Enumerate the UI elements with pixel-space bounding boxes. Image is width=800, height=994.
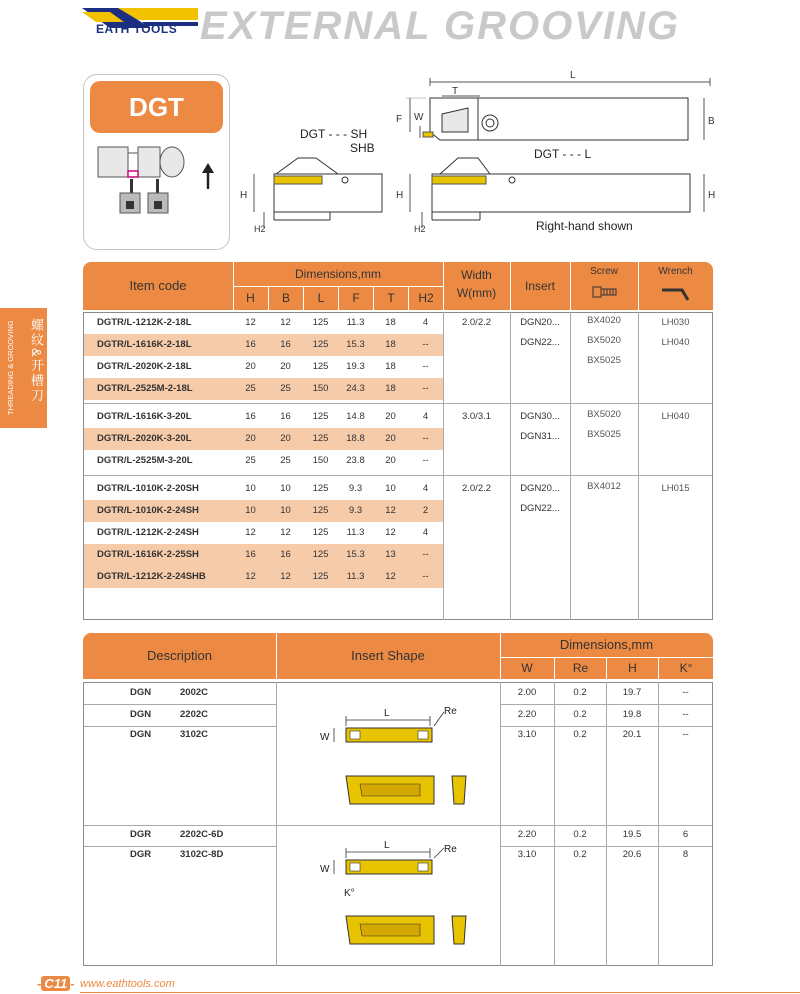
table1-item-code[interactable]: DGTR/L-1212K-2-18L (97, 317, 192, 328)
table2-dim-value: 19.5 (622, 829, 642, 840)
table2-insert-code[interactable]: 2002C (180, 687, 208, 698)
table1-dim-value: 12 (245, 317, 256, 328)
table1-header-insert: Insert (524, 279, 555, 293)
table1-dim-value: 20 (280, 433, 291, 444)
table1-item-code[interactable]: DGTR/L-1010K-2-20SH (97, 483, 199, 494)
table1-dim-value: 125 (312, 549, 329, 560)
table1-dim-value: -- (422, 455, 429, 466)
table1-dim-header: H (246, 291, 255, 305)
table2-insert-code[interactable]: 3102C-8D (180, 849, 224, 860)
table1-item-code[interactable]: DGTR/L-2525M-3-20L (97, 455, 193, 466)
table1-group-divider (84, 403, 712, 404)
table1-item-code[interactable]: DGTR/L-1010K-2-24SH (97, 505, 199, 516)
table2-insert-code[interactable]: 2202C (180, 709, 208, 720)
table1-insert-value: DGN30... (520, 411, 560, 422)
footer-rule (80, 992, 800, 993)
table1-dim-value: 12 (385, 505, 396, 516)
table1-dim-value: 10 (245, 483, 256, 494)
table2-series: DGN (130, 729, 152, 740)
table2-dim-header: H (606, 657, 658, 679)
table2-dim-header: W (521, 661, 533, 675)
table1-dim-value: 10 (385, 483, 396, 494)
tool-technical-drawing (230, 68, 800, 243)
table2-dim-value: 3.10 (517, 849, 537, 860)
table2-dim-value: -- (682, 709, 689, 720)
table1-dim-value: -- (422, 549, 429, 560)
table2-insert-code[interactable]: 3102C (180, 729, 208, 740)
table1-dim-header: F (338, 286, 373, 310)
table1-dim-value: 10 (280, 483, 291, 494)
table1-dim-value: 4 (422, 411, 429, 422)
table1-dim-value: 16 (245, 339, 256, 350)
table1-dim-value: 11.3 (346, 571, 365, 582)
label-dgt-sh: DGT - - - SH (300, 127, 368, 141)
table2-dim-value: 8 (682, 849, 689, 860)
table1-dim-value: 125 (312, 527, 329, 538)
table1-screw-value: BX5020 (587, 335, 621, 346)
holder-sh-side-view (254, 158, 382, 228)
table2-series: DGR (130, 829, 152, 840)
table2-dim-header: K° (658, 657, 713, 679)
table1-item-code[interactable]: DGTR/L-1616K-2-25SH (97, 549, 199, 560)
table2-col-divider (500, 682, 501, 966)
table1-dim-value: 20 (385, 433, 396, 444)
workpiece-illustration (92, 139, 222, 247)
table2-col-divider (554, 682, 555, 966)
table1-item-code[interactable]: DGTR/L-1212K-2-24SHB (97, 571, 206, 582)
table1-dim-value: 4 (422, 317, 429, 328)
table1-dim-value: 20 (385, 411, 396, 422)
wrench-icon (660, 284, 692, 302)
side-tab-chinese: 螺纹&开槽刀 (29, 318, 44, 404)
dgr-label-re: Re (444, 844, 457, 855)
website-link[interactable]: www.eathtools.com (80, 978, 175, 990)
table1-dim-header: L (303, 286, 338, 310)
table1-item-code[interactable]: DGTR/L-2020K-2-18L (97, 361, 192, 372)
table1-screw-value: BX4020 (587, 315, 621, 326)
table1-dim-value: 18 (385, 317, 396, 328)
dgn-label-w: W (320, 732, 330, 743)
dim-label-w: W (414, 112, 424, 123)
table1-dim-value: 12 (280, 317, 291, 328)
table2-series: DGN (130, 687, 152, 698)
table2-header-description: Description (146, 648, 213, 663)
page-title: EXTERNAL GROOVING (200, 4, 680, 48)
table1-header-wrench: Wrench (658, 266, 693, 277)
table1-dim-value: 10 (245, 505, 256, 516)
table1-dim-value: 16 (245, 549, 256, 560)
table1-dim-value: 12 (385, 571, 396, 582)
feed-direction-arrow-icon (202, 163, 214, 189)
tool-holder-front-icon (120, 179, 168, 213)
table1-dim-value: 25 (280, 455, 291, 466)
table2-dim-value: 0.2 (573, 709, 587, 720)
table1-dim-value: 12 (385, 527, 396, 538)
table1-group-divider (84, 475, 712, 476)
table2-row-divider (84, 726, 276, 727)
table1-wrench-value: LH040 (661, 411, 690, 422)
table1-dim-value: 25 (245, 383, 256, 394)
side-tab-english: THREADING & GROOVING (6, 320, 15, 416)
table1-width-value: 3.0/3.1 (461, 411, 492, 422)
table2-dim-value: 20.1 (622, 729, 642, 740)
table1-dim-value: 20 (245, 433, 256, 444)
dim-label-b: B (708, 116, 715, 127)
brand-name: EATH TOOLS (96, 22, 178, 36)
table1-dim-value: 9.3 (348, 483, 363, 494)
table1-insert-value: DGN22... (520, 503, 560, 514)
table1-dim-value: 10 (280, 505, 291, 516)
table1-dim-value: 13 (385, 549, 396, 560)
dim-label-t: T (452, 86, 459, 97)
table1-dim-value: 125 (312, 433, 329, 444)
table2-row-divider (84, 704, 276, 705)
table1-header-width-unit: W(mm) (456, 286, 497, 300)
table2-dim-value: 19.7 (622, 687, 642, 698)
dim-label-h-sh: H (240, 190, 248, 201)
table1-insert-value: DGN31... (520, 431, 560, 442)
table1-dim-value: 14.8 (346, 411, 365, 422)
table1-screw-value: BX5025 (587, 355, 621, 366)
insert-shape-drawings (300, 700, 500, 960)
table1-dim-value: 150 (312, 455, 329, 466)
table1-col-divider (570, 312, 571, 620)
table1-col-divider (443, 312, 444, 620)
holder-l-side-view (410, 158, 704, 228)
table1-dim-value: 150 (312, 383, 329, 394)
dgn-label-re: Re (444, 706, 457, 717)
table1-dim-value: 15.3 (346, 339, 365, 350)
table1-dim-value: 2 (422, 505, 429, 516)
table1-dim-value: -- (422, 339, 429, 350)
table1-dim-value: 16 (280, 339, 291, 350)
table1-dim-value: 11.3 (346, 317, 365, 328)
table1-screw-value: BX4012 (587, 481, 621, 492)
table1-item-code[interactable]: DGTR/L-1616K-3-20L (97, 411, 192, 422)
right-hand-note: Right-hand shown (536, 219, 633, 233)
table1-dim-value: 20 (245, 361, 256, 372)
table1-dim-value: -- (422, 571, 429, 582)
table1-item-code[interactable]: DGTR/L-1212K-2-24SH (97, 527, 199, 538)
dim-label-f: F (396, 114, 403, 125)
table2-col-divider (606, 682, 607, 966)
dgr-label-w: W (320, 864, 330, 875)
table2-dim-value: 19.8 (622, 709, 642, 720)
table1-header-dimensions: Dimensions,mm (294, 267, 381, 281)
table2-dim-value: 20.6 (622, 849, 642, 860)
workpiece-shaft-icon (98, 147, 184, 177)
table1-dim-value: -- (422, 383, 429, 394)
table1-dim-value: 19.3 (346, 361, 365, 372)
table2-dim-value: 0.2 (573, 729, 587, 740)
table2-insert-code[interactable]: 2202C-6D (180, 829, 224, 840)
table1-dim-value: 9.3 (348, 505, 363, 516)
table2-group-divider (84, 825, 712, 826)
table1-dim-value: 11.3 (346, 527, 365, 538)
table2-dim-value: 0.2 (573, 849, 587, 860)
dgn-label-l: L (384, 708, 390, 719)
table1-col-divider (510, 312, 511, 620)
table1-dim-value: 16 (245, 411, 256, 422)
table1-dim-value: 4 (422, 527, 429, 538)
table1-dim-value: 12 (245, 571, 256, 582)
table2-dim-value: 6 (682, 829, 689, 840)
table1-dim-value: 125 (312, 571, 329, 582)
page-number-value: C11 (41, 976, 70, 991)
table1-dim-value: 125 (312, 411, 329, 422)
table1-dim-value: 18.8 (346, 433, 365, 444)
table1-wrench-value: LH015 (661, 483, 690, 494)
table2-dim-value: 2.00 (517, 687, 537, 698)
table1-header-screw: Screw (590, 266, 618, 277)
table2-series: DGR (130, 849, 152, 860)
table1-dim-value: 125 (312, 483, 329, 494)
table2-dim-value: 0.2 (573, 687, 587, 698)
table1-dim-value: 18 (385, 339, 396, 350)
table1-dim-value: 16 (280, 411, 291, 422)
table1-wrench-value: LH040 (661, 337, 690, 348)
table1-dim-value: 12 (280, 571, 291, 582)
table1-dim-header: T (373, 286, 408, 310)
table1-dim-header: B (268, 286, 303, 310)
dgr-label-k: K° (344, 888, 355, 899)
table1-dim-value: 125 (312, 317, 329, 328)
table1-dim-value: 16 (280, 549, 291, 560)
table1-dim-header: H2 (408, 286, 443, 310)
table1-dim-value: 4 (422, 483, 429, 494)
table1-col-divider (638, 312, 639, 620)
table2-dim-header: Re (554, 657, 606, 679)
dim-label-h-l: H (396, 190, 404, 201)
table1-wrench-value: LH030 (661, 317, 690, 328)
dim-label-l: L (570, 70, 576, 81)
table1-dim-value: 25 (245, 455, 256, 466)
table1-header-width: Width (461, 268, 492, 282)
table1-dim-value: 18 (385, 361, 396, 372)
table2-col-divider (276, 682, 277, 966)
table2-dim-value: -- (682, 687, 689, 698)
table1-screw-value: BX5025 (587, 429, 621, 440)
table1-dim-value: 125 (312, 505, 329, 516)
table1-width-value: 2.0/2.2 (461, 317, 492, 328)
table1-dim-value: 25 (280, 383, 291, 394)
table1-item-code[interactable]: DGTR/L-2525M-2-18L (97, 383, 193, 394)
label-dgt-shb: SHB (350, 141, 375, 155)
table1-item-code[interactable]: DGTR/L-1616K-2-18L (97, 339, 192, 350)
dim-label-h2-sh: H2 (254, 224, 266, 234)
label-dgt-l: DGT - - - L (534, 147, 592, 161)
table1-dim-value: 20 (385, 455, 396, 466)
table1-dim-value: 23.8 (346, 455, 365, 466)
table1-dim-value: 125 (312, 361, 329, 372)
table1-screw-value: BX5020 (587, 409, 621, 420)
table1-dim-value: -- (422, 361, 429, 372)
table1-dim-value: 15.3 (346, 549, 365, 560)
table2-series: DGN (130, 709, 152, 720)
table2-header-dimensions: Dimensions,mm (559, 637, 654, 652)
dgr-label-l: L (384, 840, 390, 851)
table2-dim-value: 0.2 (573, 829, 587, 840)
table1-header-item-code: Item code (129, 278, 187, 293)
table2-dim-value: 2.20 (517, 709, 537, 720)
table2-dim-value: -- (682, 729, 689, 740)
page-number: - C11 - (37, 976, 75, 991)
table1-dim-value: 24.3 (346, 383, 365, 394)
table2-col-divider (658, 682, 659, 966)
table2-row-divider (84, 846, 276, 847)
table1-dim-value: 18 (385, 383, 396, 394)
table1-dim-value: 20 (280, 361, 291, 372)
section-side-tab[interactable] (0, 308, 47, 428)
table2-dim-value: 3.10 (517, 729, 537, 740)
table1-insert-value: DGN20... (520, 317, 560, 328)
table1-insert-value: DGN22... (520, 337, 560, 348)
table1-dim-value: 125 (312, 339, 329, 350)
tool-series-card (83, 74, 230, 250)
table1-dim-value: -- (422, 433, 429, 444)
tool-series-title: DGT (90, 81, 223, 133)
table1-dim-value: 12 (245, 527, 256, 538)
table1-insert-value: DGN20... (520, 483, 560, 494)
dim-label-h-right: H (708, 190, 716, 201)
table1-item-code[interactable]: DGTR/L-2020K-3-20L (97, 433, 192, 444)
table1-width-value: 2.0/2.2 (461, 483, 492, 494)
table2-dim-value: 2.20 (517, 829, 537, 840)
screw-icon (592, 284, 618, 300)
dim-label-h2-l: H2 (414, 224, 426, 234)
table2-header-insert-shape: Insert Shape (351, 648, 425, 663)
dgn-insert-drawing (334, 712, 466, 804)
table1-dim-value: 12 (280, 527, 291, 538)
